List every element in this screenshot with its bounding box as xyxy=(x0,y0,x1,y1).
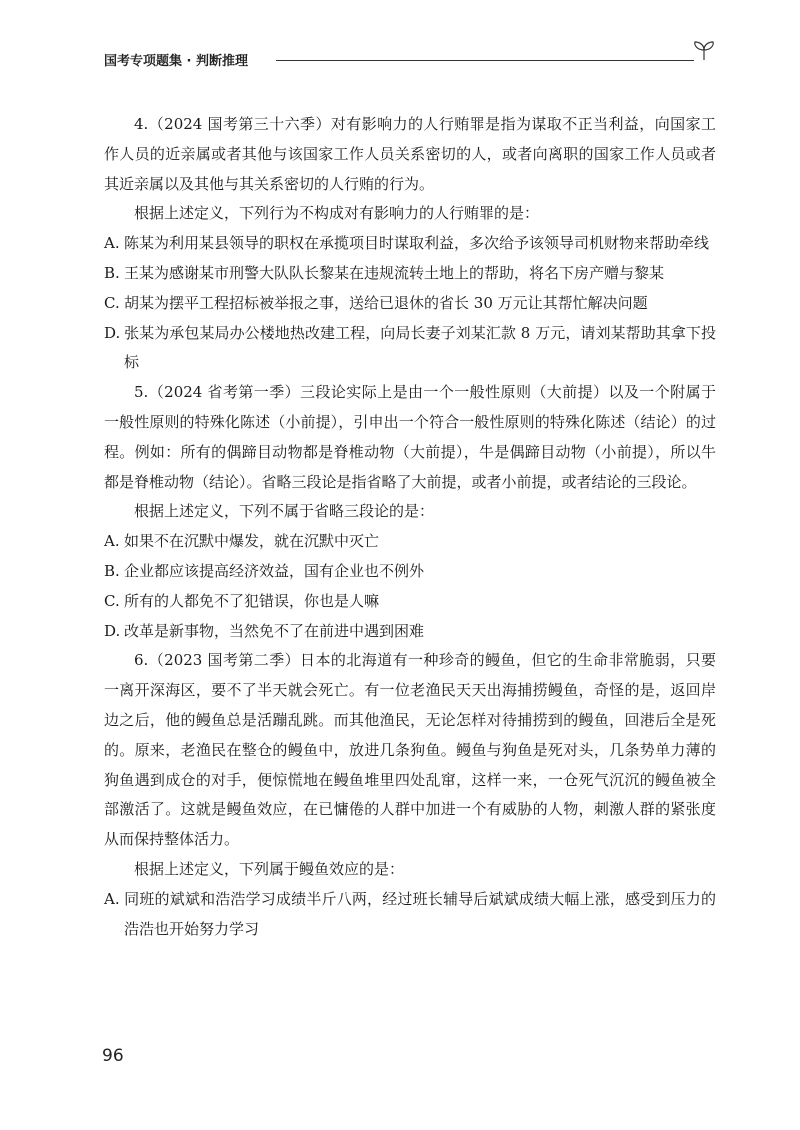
option-letter: A. xyxy=(104,889,120,908)
question-stem-4: 4.（2024 国考第三十六季）对有影响力的人行贿罪是指为谋取不正当利益，向国家工作人员的近亲属或者其他与该国家工作人员关系密切的人，或者向离职的国家工作人员或者其近亲属以及其他与其关系密切的人行贿的行为。 xyxy=(104,115,716,193)
question-content xyxy=(104,110,716,944)
option-text: 所有的人都免不了犯错误，你也是人嘛 xyxy=(124,591,380,610)
option-letter: B. xyxy=(104,263,120,282)
option-text: 胡某为摆平工程招标被举报之事，送给已退休的省长 30 万元让其帮忙解决问题 xyxy=(124,293,648,312)
option-letter: B. xyxy=(104,561,120,580)
option-text: 如果不在沉默中爆发，就在沉默中灭亡 xyxy=(124,532,380,551)
option-text: 张某为承包某局办公楼地热改建工程，向局长妻子刘某汇款 8 万元，请刘某帮助其拿下投标 xyxy=(124,323,716,372)
option-text: 企业都应该提高经济效益，国有企业也不例外 xyxy=(124,561,425,580)
option-text: 同班的斌斌和浩浩学习成绩半斤八两，经过班长辅导后斌斌成绩大幅上涨，感受到压力的浩浩也开始努力学习 xyxy=(124,889,716,938)
sprout-icon xyxy=(692,38,716,62)
question-stem-6: 6.（2023 国考第二季）日本的北海道有一种珍奇的鳗鱼，但它的生命非常脆弱，只要一离开深海区，要不了半天就会死亡。有一位老渔民天天出海捕捞鳗鱼，奇怪的是，返回岸边之后，他的鳗鱼总是活蹦乱跳。而其他渔民，无论怎样对待捕捞到的鳗鱼，回港后全是死的。原来，老渔民在整仓的鳗鱼中，放进几条狗鱼。鳗鱼与狗鱼是死对头，几条势单力薄的狗鱼遇到成仓的对手，便惊慌地在鳗鱼堆里四处乱窜，这样一来，一仓死气沉沉的鳗鱼被全部激活了。这就是鳗鱼效应，在已慵倦的人群中加进一个有威胁的人物，刺激人群的紧张度从而保持整体活力。 xyxy=(104,651,716,849)
option-5b xyxy=(104,557,716,587)
option-letter: A. xyxy=(104,532,120,551)
option-5a xyxy=(104,527,716,557)
option-text: 改革是新事物，当然免不了在前进中遇到困难 xyxy=(124,621,425,640)
question-prompt-4: 根据上述定义，下列行为不构成对有影响力的人行贿罪的是： xyxy=(134,204,540,223)
header-rule xyxy=(276,60,694,61)
option-text: 王某为感谢某市刑警大队队长黎某在违规流转土地上的帮助，将名下房产赠与黎某 xyxy=(124,263,665,282)
question-prompt-6: 根据上述定义，下列属于鳗鱼效应的是： xyxy=(134,859,405,878)
option-4a xyxy=(104,229,716,259)
option-4c xyxy=(104,289,716,319)
option-letter: C. xyxy=(104,591,120,610)
running-header xyxy=(104,48,716,70)
page-number: 96 xyxy=(102,1046,124,1066)
question-stem-5: 5.（2024 省考第一季）三段论实际上是由一个一般性原则（大前提）以及一个附属于一般性原则的特殊化陈述（小前提），引申出一个符合一般性原则的特殊化陈述（结论）的过程。例如：所有的偶蹄目动物都是脊椎动物（大前提），牛是偶蹄目动物（小前提），所以牛都是脊椎动物（结论）。省略三段论是指省略了大前提，或者小前提，或者结论的三段论。 xyxy=(104,383,716,491)
question-prompt-5: 根据上述定义，下列不属于省略三段论的是： xyxy=(134,502,435,521)
option-4b xyxy=(104,259,716,289)
option-letter: C. xyxy=(104,293,120,312)
option-letter: D. xyxy=(104,323,121,342)
option-4d xyxy=(104,319,716,379)
option-letter: A. xyxy=(104,234,120,253)
option-6a xyxy=(104,885,716,945)
option-5c xyxy=(104,587,716,617)
option-5d xyxy=(104,617,716,647)
header-title: 国考专项题集 · 判断推理 xyxy=(104,54,248,69)
option-text: 陈某为利用某县领导的职权在承揽项目时谋取利益，多次给予该领导司机财物来帮助牵线 xyxy=(124,234,710,253)
option-letter: D. xyxy=(104,621,121,640)
